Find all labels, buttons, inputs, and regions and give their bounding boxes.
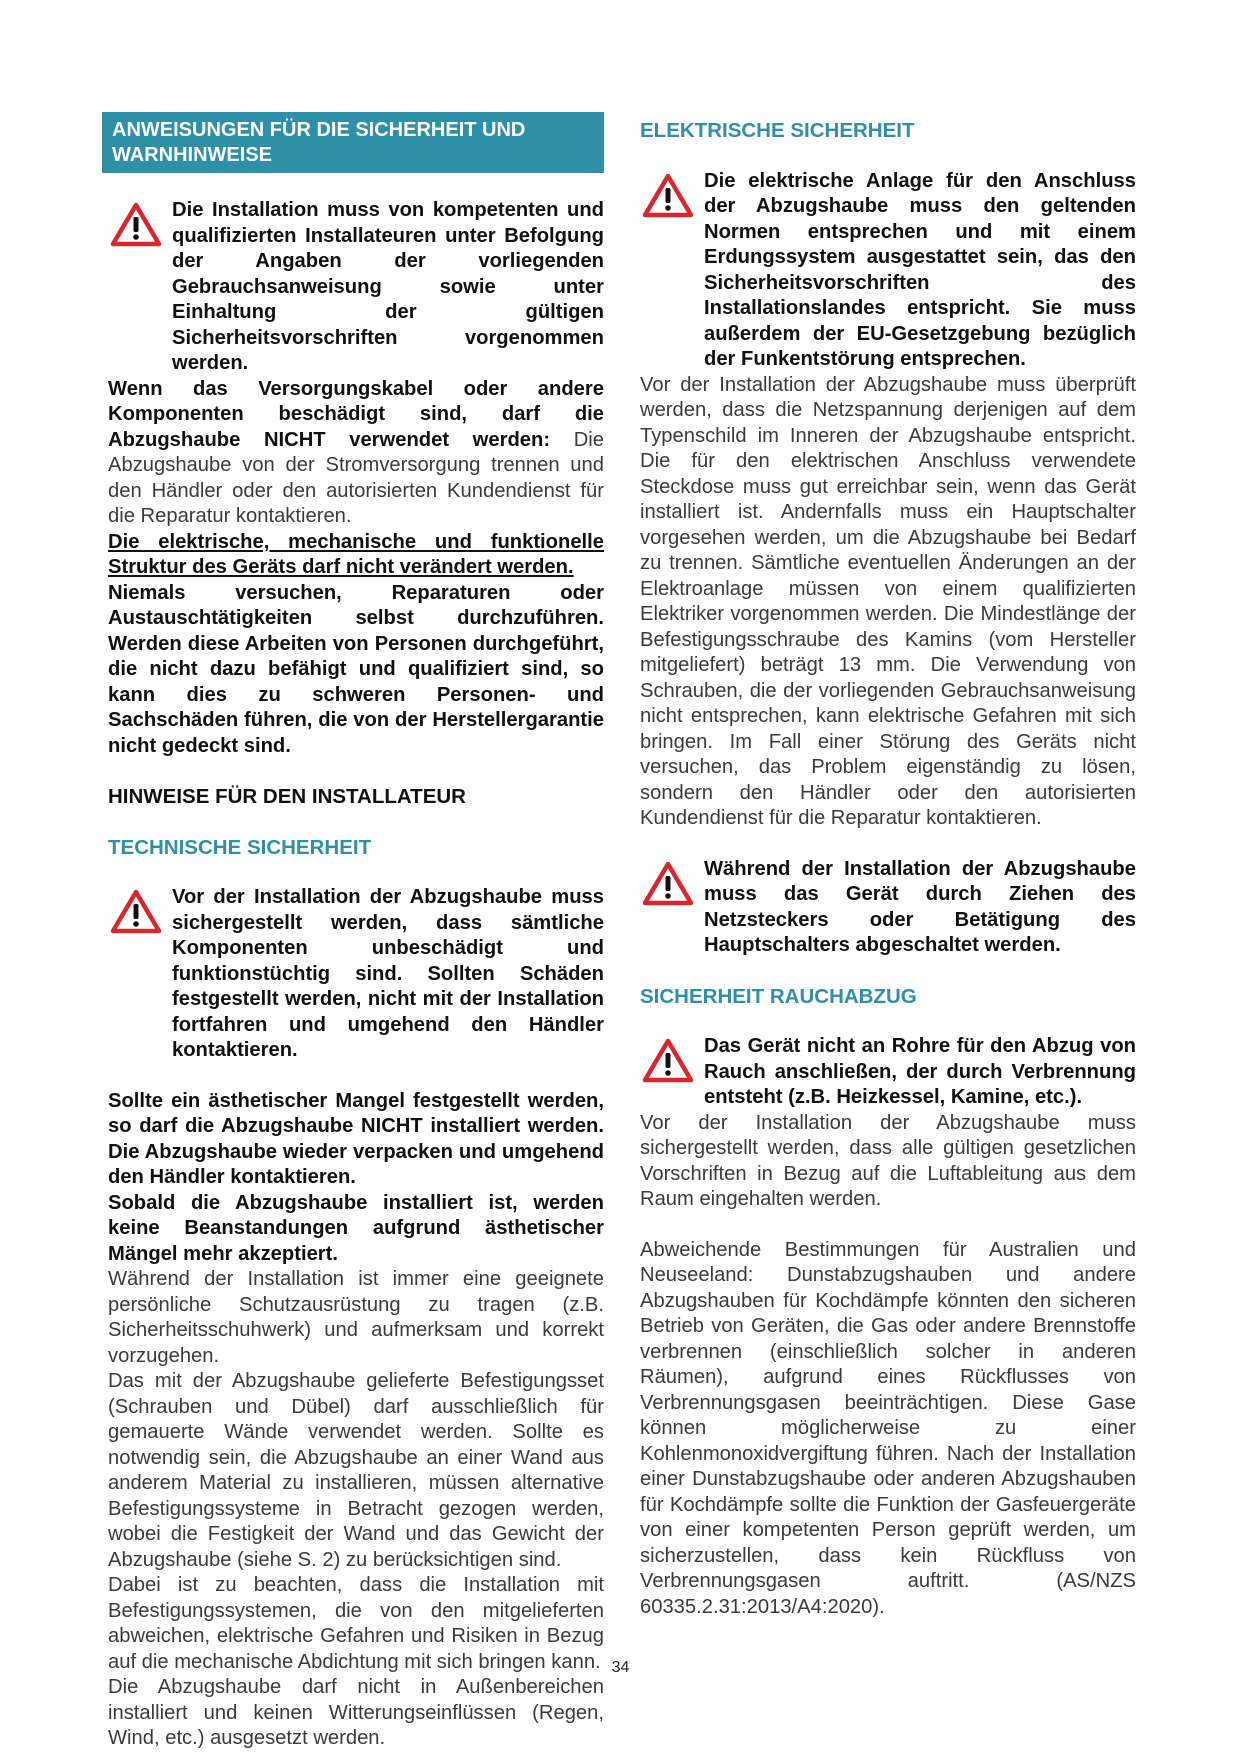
warning-text: Die Installation muss von kompetenten und qualifizierten Installateuren unter Befolgung der Angaben der vorliegenden Gebrauchsanweisung sowie unter Einhaltung der gültigen Sicherheitsvorschriften vorgenommen werden. xyxy=(172,199,604,374)
warning-triangle-icon xyxy=(110,889,162,935)
section-banner: ANWEISUNGEN FÜR DIE SICHERHEIT UND WARNHINWEISE xyxy=(102,112,604,173)
warning-text: Die elektrische Anlage für den Anschluss der Abzugshaube muss den geltenden Normen entsprechen und mit einem Erdungssystem ausgestattet sein, das den Sicherheitsvorschriften des Installationslandes entspricht. Sie muss außerdem der EU-Gesetzgebung bezüglich der Funkentstörung entsprechen. xyxy=(704,169,1136,370)
complaints-paragraph: Sobald die Abzugshaube installiert ist, werden keine Beanstandungen aufgrund ästhetischer Mängel mehr akzeptiert. xyxy=(108,1191,604,1265)
warning-block-smoke xyxy=(640,1034,1136,1111)
warning-text: Das Gerät nicht an Rohre für den Abzug von Rauch anschließen, der durch Verbrennung entsteht (z.B. Heizkessel, Kamine, etc.). xyxy=(704,1035,1136,1108)
repairs-paragraph: Niemals versuchen, Reparaturen oder Austauschtätigkeiten selbst durchzuführen. Werden diese Arbeiten von Personen durchgeführt, die nicht dazu befähigt und qualifiziert sind, so kann dies zu schweren Personen- und Sachschäden führen, die von der Herstellergarantie nicht gedeckt sind. xyxy=(108,581,604,757)
australia-paragraph: Abweichende Bestimmungen für Australien und Neuseeland: Dunstabzugshauben und andere Abzugshauben für Kochdämpfe könnten den sicheren Betrieb von Geräten, die Gas oder andere Brennstoffe verbrennen (einschließlich solcher in anderen Räumen), aufgrund eines Rückflusses von Verbrennungsgasen beeinträchtigen. Diese Gase können möglicherweise zu einer Kohlenmonoxidvergiftung führen. Nach der Installation einer Dunstabzugshaube oder anderen Abzugshauben für Kochdämpfe sollte die Funktion der Gasfeuergeräte von einer kompetenten Person geprüft werden, um sicherzustellen, dass kein Rückfluss von Verbrennungsgasen auftritt. (AS/NZS 60335.2.31:2013/A4:2020). xyxy=(640,1238,1136,1618)
outdoor-paragraph: Die Abzugshaube darf nicht in Außenbereichen installiert und keinen Witterungseinflüssen (Regen, Wind, etc.) ausgesetzt werden. xyxy=(108,1676,604,1749)
technical-safety-heading: TECHNISCHE SICHERHEIT xyxy=(108,835,372,859)
structure-paragraph: Die elektrische, mechanische und funktionelle Struktur des Geräts darf nicht verändert werden. xyxy=(108,530,604,578)
smoke-safety-heading: SICHERHEIT RAUCHABZUG xyxy=(640,984,917,1008)
page-number: 34 xyxy=(611,1659,630,1676)
warning-text: Während der Installation der Abzugshaube muss das Gerät durch Ziehen des Netzsteckers oder Betätigung des Hauptschalters abgeschaltet werden. xyxy=(704,857,1136,956)
warning-triangle-icon xyxy=(642,173,694,219)
installer-heading: HINWEISE FÜR DEN INSTALLATEUR xyxy=(108,785,466,808)
right-column xyxy=(640,112,1136,1620)
voltage-paragraph: Vor der Installation der Abzugshaube muss überprüft werden, dass die Netzspannung derjenigen auf dem Typenschild im Inneren der Abzugshaube entspricht. Die für den elektrischen Anschluss verwendete Steckdose muss gut erreichbar sein, wenn das Gerät installiert ist. Andernfalls muss ein Hauptschalter vorgesehen werden, um die Abzugshaube bei Bedarf zu trennen. Sämtliche eventuellen Änderungen an der Elektroanlage müssen von einem qualifizierten Elektriker vorgenommen werden. Die Mindestlänge der Befestigungsschraube des Kamins (vom Hersteller mitgeliefert) beträgt 13 mm. Die Verwendung von Schrauben, die der vorliegenden Gebrauchsanweisung nicht entsprechen, kann elektrische Gefahren mit sich bringen. Im Fall einer Störung des Geräts nicht versuchen, das Problem eigenständig zu lösen, sondern den Händler oder den autorisierten Kundendienst für die Reparatur kontaktieren. xyxy=(640,373,1136,829)
warning-block-components xyxy=(108,885,604,1064)
warning-block-disconnect xyxy=(640,857,1136,959)
warning-triangle-icon xyxy=(642,861,694,907)
cable-paragraph: Wenn das Versorgungskabel oder andere Komponenten beschädigt sind, darf die Abzugshaube NICHT verwendet werden: Die Abzugshaube von der Stromversorgung trennen und den Händler oder den autorisierten Kundendienst für die Reparatur kontaktieren. xyxy=(108,377,604,527)
aesthetic-paragraph: Sollte ein ästhetischer Mangel festgestellt werden, so darf die Abzugshaube NICHT installiert werden. Die Abzugshaube wieder verpacken und umgehend den Händler kontaktieren. xyxy=(108,1089,604,1188)
warning-block-installation xyxy=(108,198,604,377)
regulations-paragraph: Vor der Installation der Abzugshaube muss sichergestellt werden, dass alle gültigen gesetzlichen Vorschriften in Bezug auf die Luftableitung aus dem Raum eingehalten werden. xyxy=(640,1111,1136,1210)
fixing-paragraph: Das mit der Abzugshaube gelieferte Befestigungsset (Schrauben und Dübel) darf ausschließlich für gemauerte Wände verwendet werden. Sollte es notwendig sein, die Abzugshaube an einer Wand aus anderem Material zu installieren, müssen alternative Befestigungssysteme in Betracht gezogen werden, wobei die Festigkeit der Wand und das Gewicht der Abzugshaube (siehe S. 2) zu berücksichtigen sind. xyxy=(108,1370,604,1571)
warning-text: Vor der Installation der Abzugshaube muss sichergestellt werden, dass sämtliche Komponenten unbeschädigt und funktionstüchtig sind. Sollten Schäden festgestellt werden, nicht mit der Installation fortfahren und umgehend den Händler kontaktieren. xyxy=(172,886,604,1061)
warning-triangle-icon xyxy=(642,1038,694,1084)
note-paragraph: Dabei ist zu beachten, dass die Installation mit Befestigungssystemen, die von den mitgelieferten abweichen, elektrische Gefahren und Risiken in Bezug auf die mechanische Abdichtung mit sich bringen kann. xyxy=(108,1574,604,1673)
warning-triangle-icon xyxy=(110,202,162,248)
electrical-safety-heading: ELEKTRISCHE SICHERHEIT xyxy=(640,119,915,142)
warning-block-electrical xyxy=(640,169,1136,373)
ppe-paragraph: Während der Installation ist immer eine geeignete persönliche Schutzausrüstung zu tragen (z.B. Sicherheitsschuhwerk) und aufmerksam und korrekt vorzugehen. xyxy=(108,1268,604,1367)
left-column xyxy=(108,112,604,1752)
